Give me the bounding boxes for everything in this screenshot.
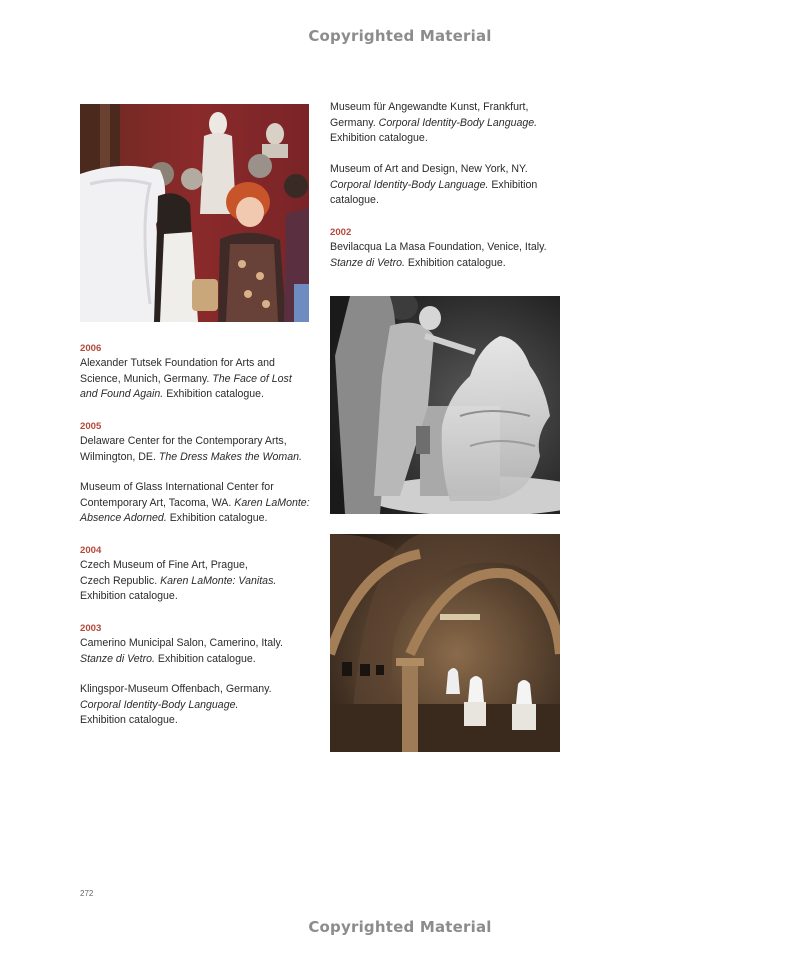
copyright-watermark-top: Copyrighted Material: [308, 27, 492, 45]
exhibition-entry-2003-camerino: 2003 Camerino Municipal Salon, Camerino, Italy. Stanze di Vetro. Exhibition catalogue.: [80, 622, 312, 667]
exhibition-entry-2002: 2002 Bevilacqua La Masa Foundation, Venice, Italy. Stanze di Vetro. Exhibition catalogue.: [330, 226, 570, 271]
photo-vaulted-gallery: [330, 534, 560, 752]
year-label: 2005: [80, 421, 102, 432]
exhibition-entry-2006: 2006 Alexander Tutsek Foundation for Arts and Science, Munich, Germany. The Face of Lost and Found Again. Exhibition catalogue.: [80, 342, 312, 403]
year-label: 2006: [80, 343, 102, 354]
exhibition-entry-2003-klingspor: Klingspor-Museum Offenbach, Germany. Corporal Identity-Body Language. Exhibition catalogue.: [80, 683, 272, 727]
photo-visitors-glass-dress: [330, 296, 560, 514]
page-number: 272: [80, 889, 94, 898]
exhibition-entry-2005-tacoma: Museum of Glass International Center for Contemporary Art, Tacoma, WA. Karen LaMonte: Absence Adorned. Exhibition catalogue.: [80, 481, 310, 525]
year-label: 2002: [330, 227, 352, 238]
year-label: 2004: [80, 545, 102, 556]
photo-gallery-visitors: [80, 104, 309, 322]
exhibition-entry-frankfurt: Museum für Angewandte Kunst, Frankfurt, Germany. Corporal Identity-Body Language. Exhibition catalogue.: [330, 101, 538, 145]
exhibition-entry-new-york: Museum of Art and Design, New York, NY. Corporal Identity-Body Language. Exhibition catalogue.: [330, 163, 538, 207]
exhibition-entry-2004: 2004 Czech Museum of Fine Art, Prague, Czech Republic. Karen LaMonte: Vanitas. Exhibition catalogue.: [80, 544, 312, 605]
copyright-watermark-bottom: Copyrighted Material: [308, 918, 492, 936]
year-label: 2003: [80, 623, 102, 634]
exhibition-entry-2005-delaware: 2005 Delaware Center for the Contemporary Arts, Wilmington, DE. The Dress Makes the Woman.: [80, 420, 312, 465]
